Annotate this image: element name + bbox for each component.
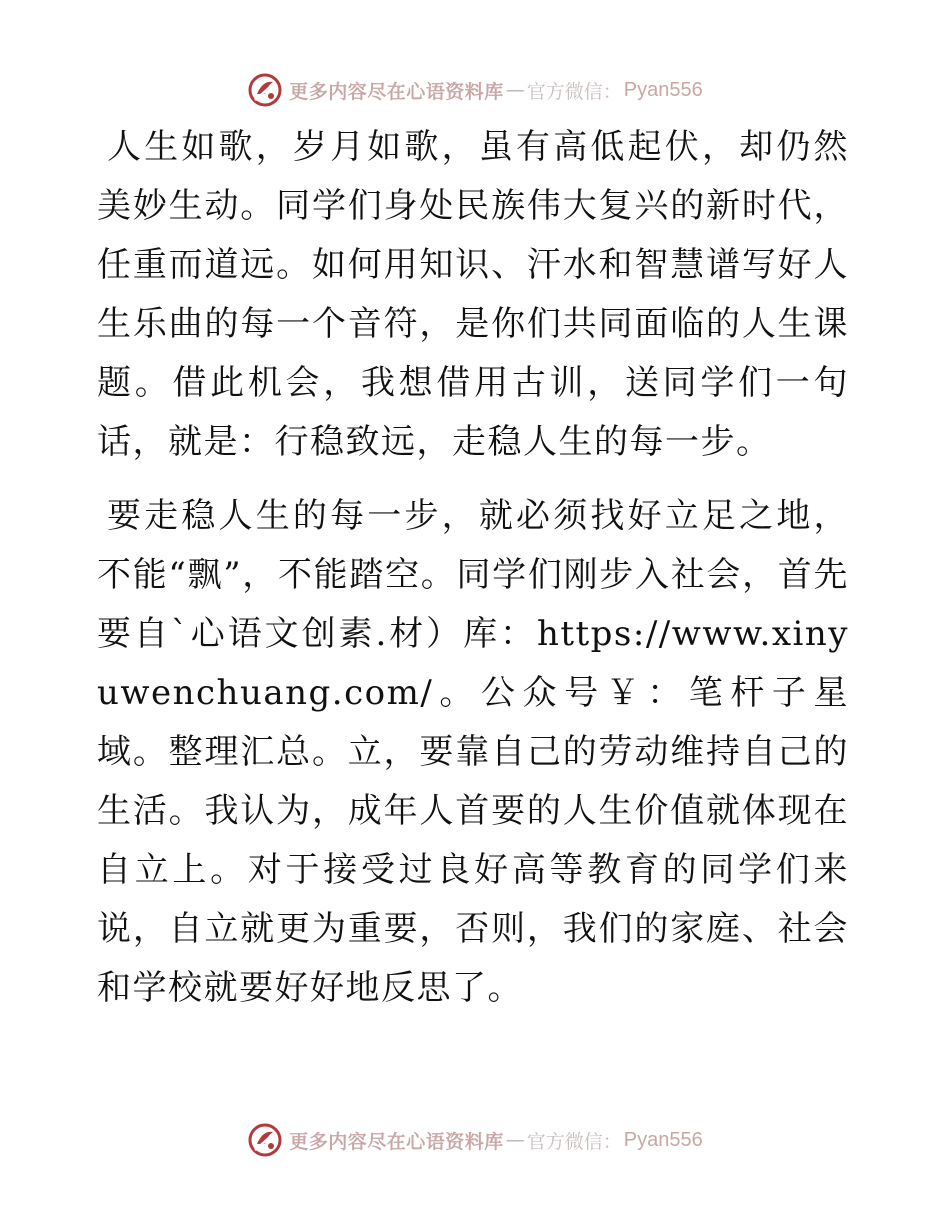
brand-logo-icon	[247, 1122, 283, 1158]
brand-logo-icon	[247, 72, 283, 108]
banner-wechat-id: Pyan556	[623, 78, 703, 101]
paragraph-1: 人生如歌，岁月如歌，虽有高低起伏，却仍然美妙生动。同学们身处民族伟大复兴的新时代，任重而道远。如何用知识、汗水和智慧谱写好人生乐曲的每一个音符，是你们共同面临的人生课题。借此机会，我想借用古训，送同学们一句话，就是：行稳致远，走稳人生的每一步。	[97, 127, 849, 462]
banner-wechat-id: Pyan556	[623, 1128, 703, 1151]
banner-dash: —	[505, 1129, 525, 1151]
banner-wechat-label: 官方微信：	[526, 80, 622, 103]
banner-text: 更多内容尽在心语资料库	[289, 1130, 504, 1153]
banner-wechat-label: 官方微信：	[526, 1130, 622, 1153]
footer-banner	[0, 1120, 950, 1160]
paragraph-2: 要走稳人生的每一步，就必须找好立足之地，不能“飘”，不能踏空。同学们刚步入社会，首先要自`心语文创素.材）库：https://www.xinyuwenchuang.com/。公众号￥：笔杆子星域。整理汇总。立，要靠自己的劳动维持自己的生活。我认为，成年人首要的人生价值就体现在自立上。对于接受过良好高等教育的同学们来说，自立就更为重要，否则，我们的家庭、社会和学校就要好好地反思了。	[97, 496, 849, 1008]
banner-text: 更多内容尽在心语资料库	[289, 80, 504, 103]
document-body	[97, 118, 849, 1033]
header-banner	[0, 70, 950, 110]
banner-dash: —	[505, 79, 525, 101]
